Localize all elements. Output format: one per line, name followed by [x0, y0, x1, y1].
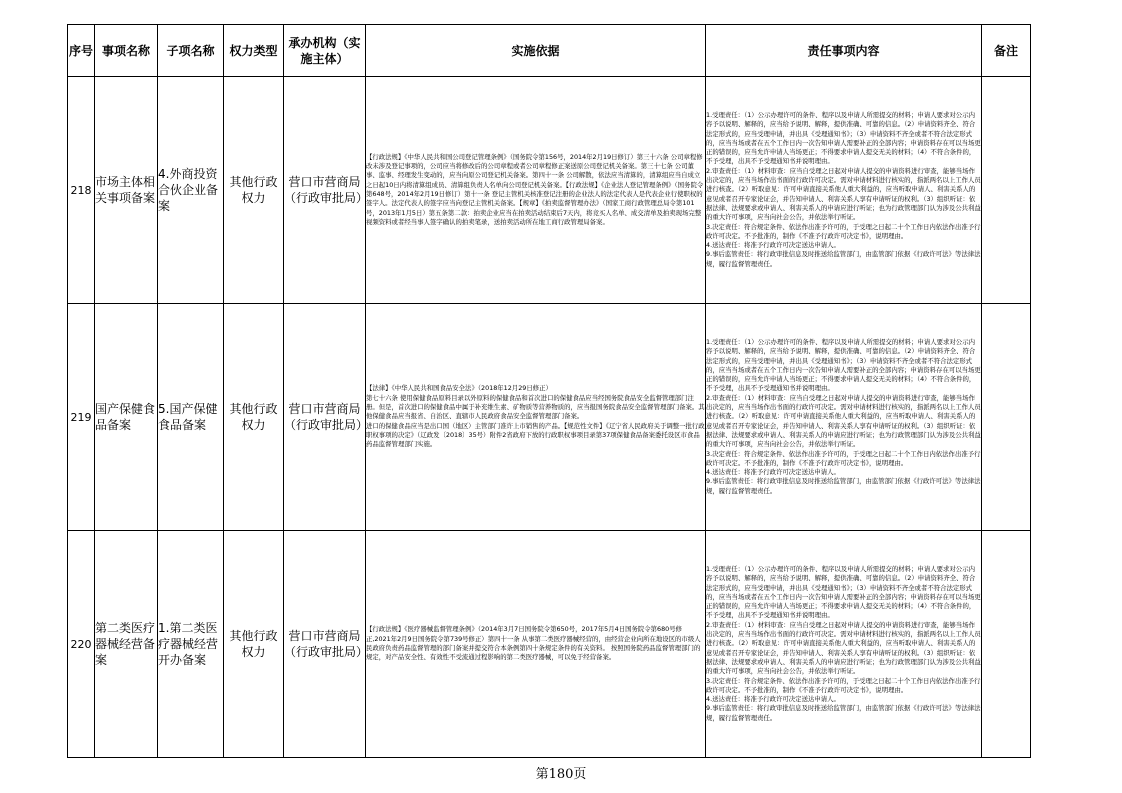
- table-row: [68, 531, 1031, 758]
- cell-note: [982, 77, 1031, 304]
- header-type: 权力类型: [224, 25, 284, 77]
- header-row: [68, 25, 1031, 77]
- page-number: 第180页: [535, 767, 587, 782]
- header-no: 序号: [68, 25, 95, 77]
- cell-resp: 1.受理责任：（1）公示办理许可的条件、程序以及申请人所需提交的材料；申请人要求对公示内容予以说明、解释的，应当给予说明、解释，提供准确、可靠的信息。（2）申请资料齐全、符合法定形式的，应当受理申请，并出具《受理通知书》；（3）申请资料不齐全或者不符合法定形式的，应当当场或者在五个工作日内一次告知申请人需要补正的全部内容；申请资料存在可以当场更正的错误的，应当允许申请人当场更正；不得要求申请人提交无关的材料；（4）不符合条件的，不予受理，出具不予受理通知书并说明理由。 2.审查责任：（1）材料审查：应当自受理之日起对申请人提交的申请资料进行审查，能够当场作出决定的，应当当场作出书面的行政许可决定。需对申请材料进行核实的，指派两名以上工作人员进行核查。（2）听取意见：许可申请直接关系他人重大利益的，应当听取申请人、利害关系人的意见或者召开专家论证会，并告知申请人、利害关系人享有申请听证的权利。（3）组织听证：依据法律、法规要求或申请人、利害关系人的申请应进行听证；也为行政管理部门认为涉及公共利益的重大许可事项，应当向社会公告，并依法举行听证。 3.决定责任：符合规定条件、依法作出准予许可的，于受理之日起二十个工作日内依法作出准予行政许可决定。不予批准的，制作《不准予行政许可决定书》，说明理由。 4.送达责任：将准予行政许可决定送达申请人。 9.事后监管责任：将行政审批信息及时推送给监管部门，由监管部门依据《行政许可法》等法律法规，履行监督管理责任。: [706, 304, 982, 531]
- cell-type: 其他行政权力: [224, 531, 284, 758]
- cell-sub: 5.国产保健食品备案: [158, 304, 224, 531]
- cell-sub: 1.第二类医疗器械经营开办备案: [158, 531, 224, 758]
- cell-basis: 【行政法规】《中华人民共和国公司登记管理条例》（国务院令第156号，2014年2月19日修订）第三十六条 公司章程修改未涉及登记事项的，公司应当将修改后的公司章程或者公司章程修正案送原公司登记机关备案。第三十七条 公司董事、监事、经理发生变动的，应当向原公司登记机关备案。第四十一条 公司解散，依法应当清算的，清算组应当自成立之日起10日内将清算组成员、清算组负责人名单向公司登记机关备案。【行政法规】《企业法人登记管理条例》（国务院令第648号，2014年2月19日修订）第十一条 登记主管机关核准登记注册的企业法人的法定代表人是代表企业行使职权的签字人。法定代表人的签字应当向登记主管机关备案。【规章】《拍卖监督管理办法》（国家工商行政管理总局令第101号，2013年1月5日）第五条第二款：拍卖企业应当在拍卖活动结束后7天内，将竞买人名单、成交清单及拍卖现场完整视频资料或者经当事人签字确认的拍卖笔录，送拍卖活动所在地工商行政管理局备案。: [366, 77, 706, 304]
- header-note: 备注: [982, 25, 1031, 77]
- cell-name: 市场主体相关事项备案: [95, 77, 158, 304]
- cell-name: 第二类医疗器械经营备案: [95, 531, 158, 758]
- table-row: [68, 304, 1031, 531]
- cell-no: 218: [68, 77, 95, 304]
- header-resp: 责任事项内容: [706, 25, 982, 77]
- cell-basis: 【行政法规】《医疗器械监督管理条例》（2014年3月7日国务院令第650号，2017年5月4日国务院令第680号修正,2021年2月9日国务院令第739号修正）第四十一条 从事第二类医疗器械经营的，由经营企业向所在地设区的市级人民政府负责药品监督管理的部门备案并提交符合本条例第四十条规定条件的有关资料。 按照国务院药品监督管理部门的规定，对产品安全性、有效性不受流通过程影响的第二类医疗器械，可以免于经营备案。: [366, 531, 706, 758]
- header-org: 承办机构（实施主体）: [284, 25, 366, 77]
- cell-org: 营口市营商局（行政审批局）: [284, 304, 366, 531]
- cell-resp: 1.受理责任：（1）公示办理许可的条件、程序以及申请人所需提交的材料；申请人要求对公示内容予以说明、解释的，应当给予说明、解释，提供准确、可靠的信息。（2）申请资料齐全、符合法定形式的，应当受理申请，并出具《受理通知书》；（3）申请资料不齐全或者不符合法定形式的，应当当场或者在五个工作日内一次告知申请人需要补正的全部内容；申请资料存在可以当场更正的错误的，应当允许申请人当场更正；不得要求申请人提交无关的材料；（4）不符合条件的，不予受理，出具不予受理通知书并说明理由。 2.审查责任：（1）材料审查：应当自受理之日起对申请人提交的申请资料进行审查，能够当场作出决定的，应当当场作出书面的行政许可决定。需对申请材料进行核实的，指派两名以上工作人员进行核查。（2）听取意见：许可申请直接关系他人重大利益的，应当听取申请人、利害关系人的意见或者召开专家论证会，并告知申请人、利害关系人享有申请听证的权利。（3）组织听证：依据法律、法规要求或申请人、利害关系人的申请应进行听证；也为行政管理部门认为涉及公共利益的重大许可事项，应当向社会公告，并依法举行听证。 3.决定责任：符合规定条件、依法作出准予许可的，于受理之日起二十个工作日内依法作出准予行政许可决定。不予批准的，制作《不准予行政许可决定书》，说明理由。 4.送达责任：将准予行政许可决定送达申请人。 9.事后监管责任：将行政审批信息及时推送给监管部门，由监管部门依据《行政许可法》等法律法规，履行监督管理责任。: [706, 531, 982, 758]
- cell-type: 其他行政权力: [224, 304, 284, 531]
- cell-basis: 【法律】《中华人民共和国食品安全法》（2018年12月29日修正） 第七十六条 使用保健食品原料目录以外原料的保健食品和首次进口的保健食品应当经国务院食品安全监督管理部门注册。但是，首次进口的保健食品中属于补充维生素、矿物质等营养物质的，应当报国务院食品安全监督管理部门备案。其他保健食品应当报省、自治区、直辖市人民政府食品安全监督管理部门备案。 进口的保健食品应当是出口国（地区）主管部门准许上市销售的产品。【规范性文件】《辽宁省人民政府关于调整一批行政职权事项的决定》（辽政发〔2018〕35号）附件2省政府下放的行政职权事项目录第37项保健食品备案委托设区市食品药品监督管理部门实施。: [366, 304, 706, 531]
- cell-type: 其他行政权力: [224, 77, 284, 304]
- cell-resp: 1.受理责任：（1）公示办理许可的条件、程序以及申请人所需提交的材料；申请人要求对公示内容予以说明、解释的，应当给予说明、解释，提供准确、可靠的信息。（2）申请资料齐全、符合法定形式的，应当受理申请，并出具《受理通知书》；（3）申请资料不齐全或者不符合法定形式的，应当当场或者在五个工作日内一次告知申请人需要补正的全部内容；申请资料存在可以当场更正的错误的，应当允许申请人当场更正；不得要求申请人提交无关的材料；（4）不符合条件的，不予受理，出具不予受理通知书并说明理由。 2.审查责任：（1）材料审查：应当自受理之日起对申请人提交的申请资料进行审查，能够当场作出决定的，应当当场作出书面的行政许可决定。需对申请材料进行核实的，指派两名以上工作人员进行核查。（2）听取意见：许可申请直接关系他人重大利益的，应当听取申请人、利害关系人的意见或者召开专家论证会，并告知申请人、利害关系人享有申请听证的权利。（3）组织听证：依据法律、法规要求或申请人、利害关系人的申请应进行听证；也为行政管理部门认为涉及公共利益的重大许可事项，应当向社会公告，并依法举行听证。 3.决定责任：符合规定条件、依法作出准予许可的，于受理之日起二十个工作日内依法作出准予行政许可决定。不予批准的，制作《不准予行政许可决定书》，说明理由。 4.送达责任：将准予行政许可决定送达申请人。 9.事后监管责任：将行政审批信息及时推送给监管部门，由监管部门依据《行政许可法》等法律法规，履行监督管理责任。: [706, 77, 982, 304]
- header-basis: 实施依据: [366, 25, 706, 77]
- cell-no: 220: [68, 531, 95, 758]
- cell-sub: 4.外商投资合伙企业备案: [158, 77, 224, 304]
- cell-org: 营口市营商局（行政审批局）: [284, 531, 366, 758]
- responsibility-table: [67, 24, 1031, 758]
- cell-no: 219: [68, 304, 95, 531]
- cell-name: 国产保健食品备案: [95, 304, 158, 531]
- header-name: 事项名称: [95, 25, 158, 77]
- cell-note: [982, 304, 1031, 531]
- header-sub: 子项名称: [158, 25, 224, 77]
- cell-org: 营口市营商局（行政审批局）: [284, 77, 366, 304]
- table-row: [68, 77, 1031, 304]
- cell-note: [982, 531, 1031, 758]
